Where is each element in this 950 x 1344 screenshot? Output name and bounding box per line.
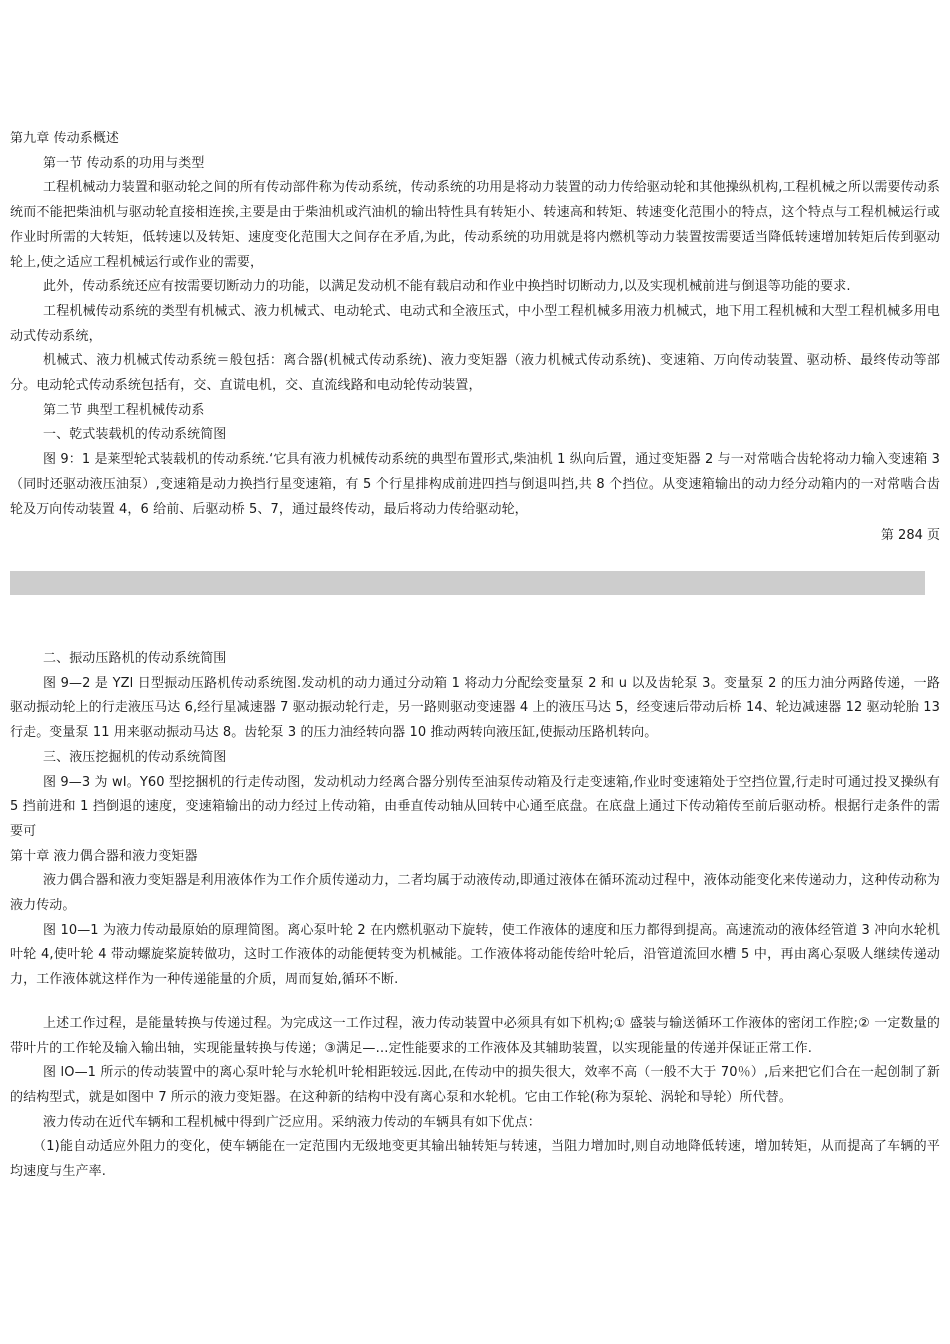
chapter-title: 第九章 传动系概述 xyxy=(10,131,120,146)
paragraph: 图 9—2 是 YZl 日型振动压路机传动系统图.发动机的动力通过分动箱 1 将动力分配绘变量泵 2 和 u 以及齿轮泵 3。变量泵 2 的压力油分两路传递，一路驱动振动轮上的行走液压马达 6,经行星减速器 7 驱动振动轮行走，另一路则驱动变速器 4 上的液压马达 5，经变速后带动后桥 14、轮边减速器 12 驱动轮胎 13 行走。变量泵 11 用来驱动振动马达 8。齿轮泵 3 的压力油经转向器 10 推动两转向液压缸,使振动压路机转向。 xyxy=(10,675,940,741)
subsection-title: 三、液压挖掘机的传动系统简图 xyxy=(43,749,227,765)
subsection-title: 一、乾式装载机的传动系统简图 xyxy=(43,427,227,443)
page-section-lower xyxy=(10,647,940,1185)
page-separator xyxy=(10,571,925,595)
paragraph: 机械式、液力机械式传动系统＝般包括：离合器(机械式传动系统)、液力变矩器（液力机械式传动系统)、变速箱、万向传动装置、驱动桥、最终传动等部分。电动轮式传动系统包括有，交、直谎电机，交、直流线路和电动轮传动装置， xyxy=(10,353,940,394)
paragraph-gap xyxy=(10,993,940,1012)
paragraph: 此外，传动系统还应有按需要切断动力的功能，以满足发动机不能有载启动和作业中换挡时切断动力,以及实现机械前进与倒退等功能的要求. xyxy=(43,279,851,295)
paragraph: 图 lO—1 所示的传动装置中的离心泵叶轮与水轮机叶轮相距较远.因此,在传动中的损失很大，效率不高（一般不大于 70％）,后来把它们合在一起创制了新的结构型式，就是如图中 7 所示的液力变矩器。在这种新的结构中没有离心泵和水轮机。它由工作轮(称为泵轮、涡轮和导轮）所代替。 xyxy=(10,1065,940,1105)
paragraph: 图 9—3 为 wI。Y60 型挖捆机的行走传动图，发动机动力经离合器分别传至油泵传动箱及行走变速箱,作业时变速箱处于空挡位置,行走时可通过投叉操纵有 5 挡前进和 1 挡倒退的速度，变速箱输出的动力经过上传动箱，由垂直传动轴从回转中心通至底盘。在底盘上通过下传动箱传至前后驱动桥。根据行走条件的需要可 xyxy=(10,774,940,839)
chapter-title: 第十章 液力偶合器和液力变矩器 xyxy=(10,848,198,864)
paragraph: 液力传动在近代车辆和工程机械中得到广泛应用。采纳液力传动的车辆具有如下优点： xyxy=(43,1114,541,1130)
paragraph: 上述工作过程，是能量转换与传递过程。为完成这一工作过程，液力传动装置中必须具有如下机构;① 盛装与输送循环工作液体的密闭工作腔;② 一定数量的带叶片的工作轮及输入输出轴，实现能量转换与传递；③满足—…定性能要求的工作液体及其辅助装置，以实现能量的传递并保证正常工作. xyxy=(10,1015,940,1056)
subsection-title: 二、振动压路机的传动系统简围 xyxy=(43,651,227,666)
page-number: 第 284 页 xyxy=(880,528,940,544)
section-title: 第二节 典型工程机械传动系 xyxy=(43,402,205,418)
section-title: 第一节 传动系的功用与类型 xyxy=(43,155,205,171)
page-section-upper xyxy=(10,127,940,548)
paragraph: 工程机械传动系统的类型有机械式、液力机械式、电动轮式、电动式和全液压式，中小型工程机械多用液力机械式，地下用工程机械和大型工程机械多用电动式传动系统， xyxy=(10,303,940,344)
paragraph: 图 9：1 是莱型轮式装载机的传动系统.‘它具有液力机械传动系统的典型布置形式,柴油机 1 纵向后置，通过变矩器 2 与一对常啮合齿轮将动力输入变速箱 3（同时还驱动液压油泵）,变速箱是动力换挡行星变速箱，有 5 个行星排构成前进四挡与倒退叫挡,共 8 个挡位。从变速箱输出的动力经分动箱内的一对常啮合齿轮及万向传动装置 4，6 给前、后驱动桥 5、7，通过最终传动，最后将动力传给驱动轮， xyxy=(10,452,940,517)
paragraph: 图 10—1 为液力传动最原始的原理简图。离心泵叶轮 2 在内燃机驱动下旋转，使工作液体的速度和压力都得到提高。高速流动的液体经管道 3 冲向水轮机叶轮 4,使叶轮 4 带动螺旋桨旋转做功，这时工作液体的动能便转变为机械能。工作液体将动能传给叶轮后，沿管道流回水槽 5 中，再由离心泵吸人继续传递动力，工作液体就这样作为一种传递能量的介质，周而复始,循环不断. xyxy=(10,922,940,988)
paragraph: （1)能自动适应外阻力的变化，使车辆能在一定范围内无级地变更其输出轴转矩与转速，当阻力增加时,则自动地降低转速，增加转矩，从而提高了车辆的平均速度与生产率. xyxy=(10,1139,940,1180)
paragraph: 液力偶合器和液力变矩器是利用液体作为工作介质传递动力，二者均属于动液传动,即通过液体在循环流动过程中，液体动能变化来传递动力，这种传动称为液力传动。 xyxy=(10,873,940,914)
paragraph: 工程机械动力装置和驱动轮之间的所有传动部件称为传动系统，传动系统的功用是将动力装置的动力传给驱动轮和其他操纵机构,工程机械之所以需要传动系统而不能把柴油机与驱动轮直接相连挨,主要是由于柴油机或汽油机的输出特性具有转矩小、转速高和转矩、转速变化范围小的特点，这个特点与工程机械运行或作业时所需的大转矩，低转速以及转矩、速度变化范围大之间存在矛盾,为此，传动系统的功用就是将内燃机等动力装置按需要适当降低转速增加转矩后传到驱动轮上,使之适应工程机械运行或作业的需要， xyxy=(10,180,940,270)
